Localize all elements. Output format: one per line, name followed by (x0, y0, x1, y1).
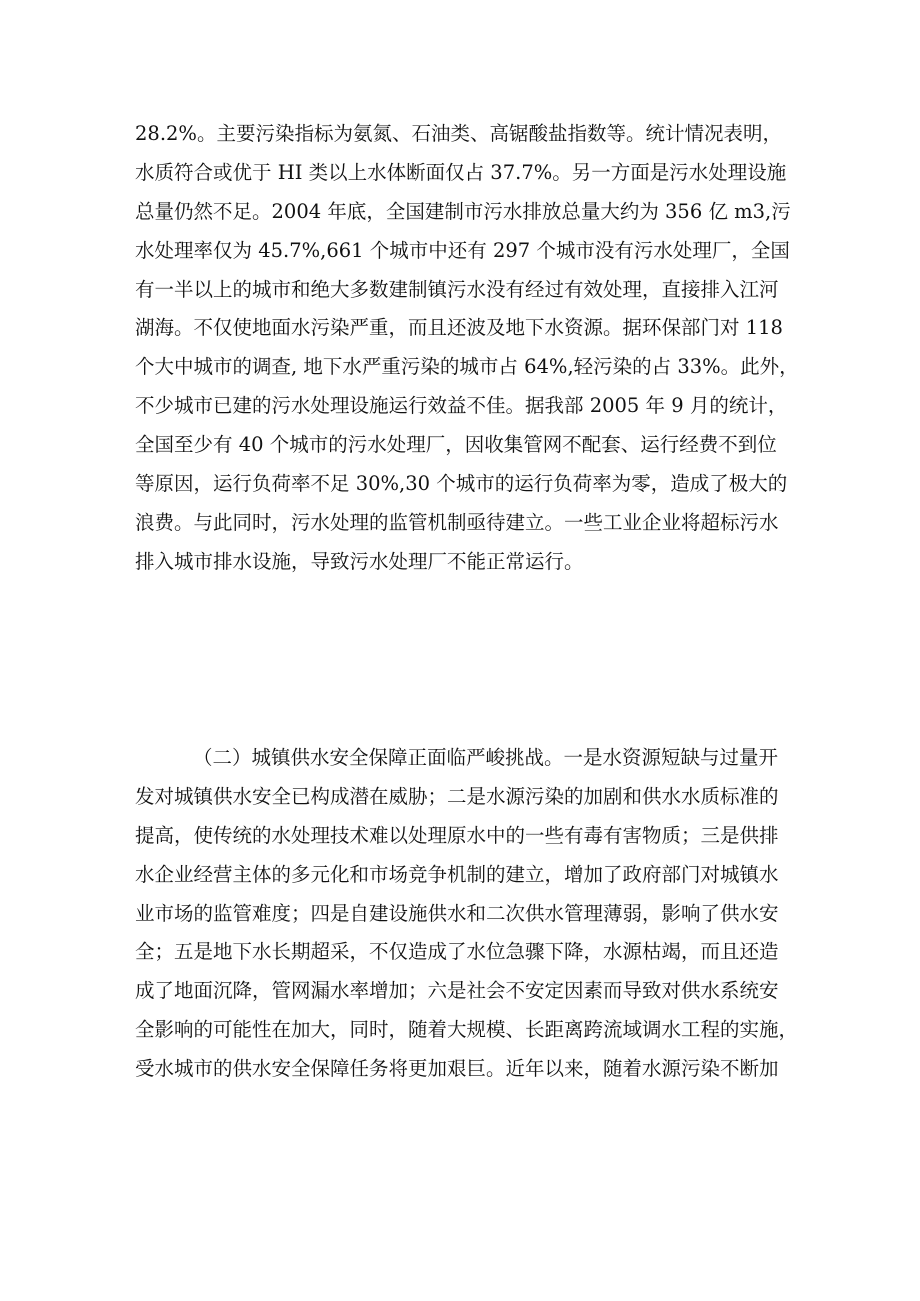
text-line: 湖海。不仅使地面水污染严重，而且还波及地下水资源。据环保部门对 118 (135, 316, 783, 340)
text-line: 总量仍然不足。2004 年底，全国建制市污水排放总量大约为 356 亿 m3,污 (135, 199, 791, 223)
text-line: 等原因，运行负荷率不足 30%,30 个城市的运行负荷率为零，造成了极大的 (135, 472, 788, 496)
text-line: 水处理率仅为 45.7%,661 个城市中还有 297 个城市没有污水处理厂，全国 (135, 238, 790, 262)
text-line: 发对城镇供水安全已构成潜在威胁；二是水源污染的加剧和供水水质标准的 (135, 784, 779, 808)
text-line: 成了地面沉降，管网漏水率增加；六是社会不安定因素而导致对供水系统安 (135, 979, 779, 1003)
text-line: 全；五是地下水长期超采，不仅造成了水位急骤下降，水源枯竭，而且还造 (135, 940, 779, 964)
text-line: 全国至少有 40 个城市的污水处理厂，因收集管网不配套、运行经费不到位 (135, 433, 777, 457)
text-line: 不少城市已建的污水处理设施运行效益不佳。据我部 2005 年 9 月的统计， (135, 394, 788, 418)
text-line: 浪费。与此同时，污水处理的监管机制亟待建立。一些工业企业将超标污水 (135, 510, 779, 534)
text-line: （二）城镇供水安全保障正面临严峻挑战。一是水资源短缺与过量开 (193, 746, 779, 769)
text-line: 业市场的监管难度；四是自建设施供水和二次供水管理薄弱，影响了供水安 (135, 901, 779, 925)
text-line: 受水城市的供水安全保障任务将更加艰巨。近年以来，随着水源污染不断加 (135, 1057, 779, 1081)
text-line: 提高，使传统的水处理技术难以处理原水中的一些有毒有害物质；三是供排 (135, 823, 779, 847)
text-line: 28.2%。主要污染指标为氨氮、石油类、高锯酸盐指数等。统计情况表明， (135, 122, 782, 145)
paragraph-wastewater (135, 115, 805, 582)
text-line: 全影响的可能性在加大，同时，随着大规模、长距离跨流域调水工程的实施， (135, 1018, 799, 1042)
text-line: 有一半以上的城市和绝大多数建制镇污水没有经过有效处理，直接排入江河 (135, 277, 779, 301)
text-line: 水质符合或优于 HI 类以上水体断面仅占 37.7%。另一方面是污水处理设施 (135, 160, 787, 184)
text-line: 水企业经营主体的多元化和市场竞争机制的建立，增加了政府部门对城镇水 (135, 862, 779, 886)
text-line: 个大中城市的调查, 地下水严重污染的城市占 64%,轻污染的占 33%。此外， (135, 355, 799, 379)
paragraph-water-supply-safety (135, 739, 805, 1089)
text-line: 排入城市排水设施，导致污水处理厂不能正常运行。 (135, 549, 584, 573)
